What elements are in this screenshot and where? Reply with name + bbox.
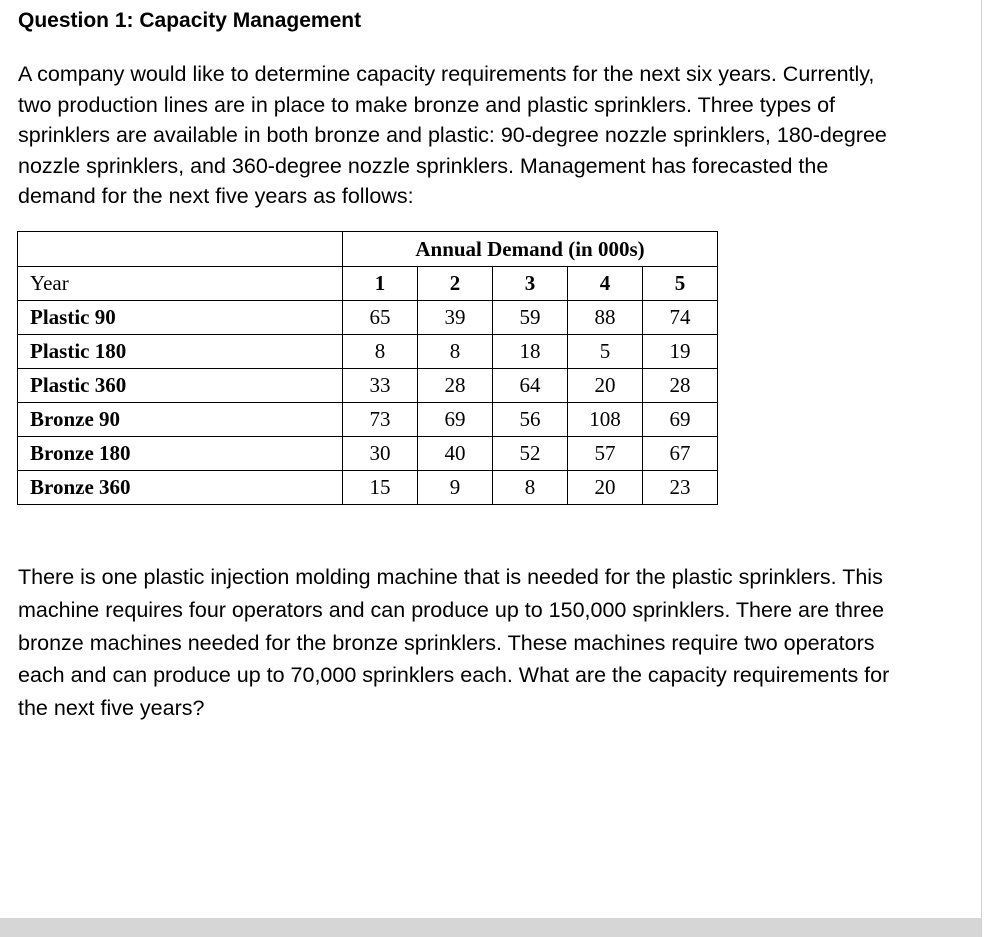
table-cell: 28 <box>643 369 718 403</box>
closing-paragraph <box>18 561 973 725</box>
table-row <box>18 369 718 403</box>
table-cell: 9 <box>418 471 493 505</box>
table-cell: 52 <box>493 437 568 471</box>
row-label: Plastic 360 <box>18 369 343 403</box>
table-row <box>18 471 718 505</box>
year-header-cell: 2 <box>418 267 493 301</box>
table-cell: 30 <box>343 437 418 471</box>
year-header-cell: 3 <box>493 267 568 301</box>
table-cell: 74 <box>643 301 718 335</box>
year-header-cell: 4 <box>568 267 643 301</box>
intro-line: two production lines are in place to make bronze and plastic sprinklers. Three types of <box>18 92 836 117</box>
table-cell: 20 <box>568 471 643 505</box>
table-cell: 88 <box>568 301 643 335</box>
closing-line: each and can produce up to 70,000 sprinklers each. What are the capacity requirements for <box>18 663 890 688</box>
table-cell: 39 <box>418 301 493 335</box>
table-cell: 108 <box>568 403 643 437</box>
table-cell: 33 <box>343 369 418 403</box>
table-cell: 20 <box>568 369 643 403</box>
page-bottom-bar <box>0 918 981 937</box>
table-cell: 40 <box>418 437 493 471</box>
table-cell: 59 <box>493 301 568 335</box>
closing-line: machine requires four operators and can produce up to 150,000 sprinklers. There are three <box>18 597 885 622</box>
table-year-row <box>18 267 718 301</box>
table-cell: 69 <box>643 403 718 437</box>
table-row <box>18 403 718 437</box>
table-row <box>18 301 718 335</box>
table-cell: 28 <box>418 369 493 403</box>
table-cell: 5 <box>568 335 643 369</box>
row-label: Bronze 360 <box>18 471 343 505</box>
row-label: Plastic 180 <box>18 335 343 369</box>
year-label: Year <box>18 267 343 301</box>
table-cell: 56 <box>493 403 568 437</box>
table-cell: 73 <box>343 403 418 437</box>
table-row <box>18 437 718 471</box>
table-cell: 65 <box>343 301 418 335</box>
intro-line: sprinklers are available in both bronze and plastic: 90-degree nozzle sprinklers, 180-degree <box>18 123 887 148</box>
year-header-cell: 5 <box>643 267 718 301</box>
table-group-header-row <box>18 232 718 267</box>
table-cell: 18 <box>493 335 568 369</box>
closing-line: There is one plastic injection molding machine that is needed for the plastic sprinklers. This <box>18 565 883 589</box>
row-label: Bronze 90 <box>18 403 343 437</box>
table-cell: 19 <box>643 335 718 369</box>
table-cell: 8 <box>343 335 418 369</box>
intro-line: nozzle sprinklers, and 360-degree nozzle sprinklers. Management has forecasted the <box>18 153 829 178</box>
intro-line: A company would like to determine capacity requirements for the next six years. Currently, <box>18 62 875 86</box>
annual-demand-header: Annual Demand (in 000s) <box>343 232 718 267</box>
row-label: Bronze 180 <box>18 437 343 471</box>
demand-table <box>17 231 718 505</box>
table-corner-cell <box>18 232 343 267</box>
table-cell: 8 <box>493 471 568 505</box>
question-title: Question 1: Capacity Management <box>18 9 362 32</box>
table-row <box>18 335 718 369</box>
page-right-edge <box>981 0 995 937</box>
table-cell: 67 <box>643 437 718 471</box>
year-header-cell: 1 <box>343 267 418 301</box>
table-cell: 15 <box>343 471 418 505</box>
intro-line: demand for the next five years as follows: <box>18 184 414 209</box>
closing-line: bronze machines needed for the bronze sprinklers. These machines require two operators <box>18 630 875 655</box>
row-label: Plastic 90 <box>18 301 343 335</box>
table-cell: 69 <box>418 403 493 437</box>
table-cell: 8 <box>418 335 493 369</box>
table-cell: 57 <box>568 437 643 471</box>
closing-line: the next five years? <box>18 696 205 721</box>
table-cell: 64 <box>493 369 568 403</box>
intro-paragraph <box>18 59 968 212</box>
table-cell: 23 <box>643 471 718 505</box>
